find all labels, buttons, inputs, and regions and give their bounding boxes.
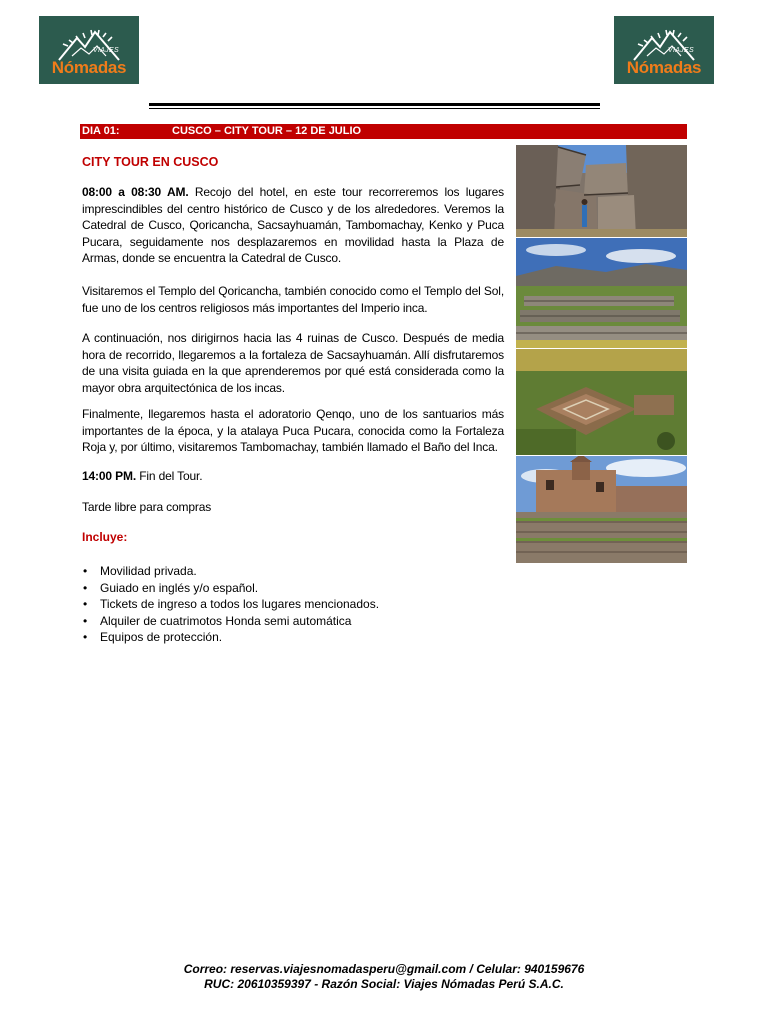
company-logo-right bbox=[614, 16, 714, 84]
list-item bbox=[82, 596, 379, 613]
list-item-text: Tickets de ingreso a todos los lugares mencionados. bbox=[100, 597, 380, 611]
ruins-terraces-photo bbox=[516, 238, 687, 348]
footer-company: RUC: 20610359397 - Razón Social: Viajes Nómadas Perú S.A.C. bbox=[204, 977, 564, 991]
sacsayhuaman-wall-photo bbox=[516, 145, 687, 237]
logo-small-text: VIAJES bbox=[668, 47, 694, 54]
header-divider-thick bbox=[149, 103, 600, 106]
end-time: 14:00 PM. bbox=[82, 469, 137, 483]
day-title: CUSCO – CITY TOUR – 12 DE JULIO bbox=[172, 125, 362, 137]
paragraph-free-afternoon: Tarde libre para compras bbox=[82, 500, 212, 514]
includes-title: Incluye: bbox=[82, 530, 128, 544]
list-item bbox=[82, 563, 379, 580]
bullet-icon: • bbox=[83, 597, 88, 611]
list-item-text: Alquiler de cuatrimotos Honda semi automática bbox=[100, 613, 352, 628]
includes-list bbox=[82, 563, 379, 646]
bullet-icon: • bbox=[83, 580, 88, 595]
header-divider-thin bbox=[149, 108, 600, 109]
footer-contact: Correo: reservas.viajesnomadasperu@gmail.com / Celular: 940159676 bbox=[183, 962, 585, 976]
logo-brand-text: Nómadas bbox=[626, 58, 702, 77]
pickup-time: 08:00 a 08:30 AM. bbox=[82, 185, 189, 199]
paragraph-qenqo: Finalmente, llegaremos hasta el adoratorio Qenqo, uno de los santuarios más importantes de la época, y la atalaya Puca Pucara, conocida como la Fortaleza Roja y, por último, visitaremos Tambomachay, también llamado el Baño del Inca. bbox=[82, 407, 504, 454]
paragraph-end bbox=[82, 468, 504, 485]
bullet-icon: • bbox=[83, 613, 88, 628]
paragraph-pickup bbox=[82, 184, 504, 267]
day-label: DIA 01: bbox=[82, 125, 120, 137]
paragraph-ruins: A continuación, nos dirigirnos hacia las 4 ruinas de Cusco. Después de media hora de recorrido, llegaremos a la fortaleza de Sacsayhuamán. Allí disfrutaremos de una visita guiada en la que aprenderemos por qué está considerada como la mayor obra arquitectónica de los incas. bbox=[82, 331, 504, 395]
logo-brand-text: Nómadas bbox=[51, 58, 127, 77]
list-item-text: Guiado en inglés y/o español. bbox=[100, 580, 259, 595]
aerial-ruins-photo bbox=[516, 349, 687, 455]
bullet-icon: • bbox=[83, 630, 88, 644]
list-item-text: Movilidad privada. bbox=[100, 564, 197, 578]
list-item bbox=[82, 580, 379, 597]
logo-small-text: VIAJES bbox=[93, 47, 119, 54]
section-title: CITY TOUR EN CUSCO bbox=[82, 155, 219, 169]
end-text: Fin del Tour. bbox=[139, 469, 203, 483]
day-banner bbox=[80, 124, 687, 139]
qoricancha-temple-photo bbox=[516, 456, 687, 563]
list-item bbox=[82, 613, 379, 630]
company-logo-left bbox=[39, 16, 139, 84]
paragraph-qoricancha: Visitaremos el Templo del Qoricancha, también conocido como el Templo del Sol, fue uno de los centros religiosos más importantes del Imperio inca. bbox=[82, 284, 504, 315]
pickup-text: Recojo del hotel, en este tour recorreremos los lugares imprescindibles del centro histórico de Cusco y de los alrededores. Veremos la Catedral de Cusco, Qoricancha, Sacsayhuamán, Tambomachay, Kenko y Puca Pucara, seguidamente nos desplazaremos en movilidad hasta la Plaza de Armas, donde se encuentra la Catedral de Cusco. bbox=[82, 185, 505, 265]
bullet-icon: • bbox=[83, 564, 88, 578]
list-item-text: Equipos de protección. bbox=[100, 630, 223, 644]
list-item bbox=[82, 629, 379, 646]
